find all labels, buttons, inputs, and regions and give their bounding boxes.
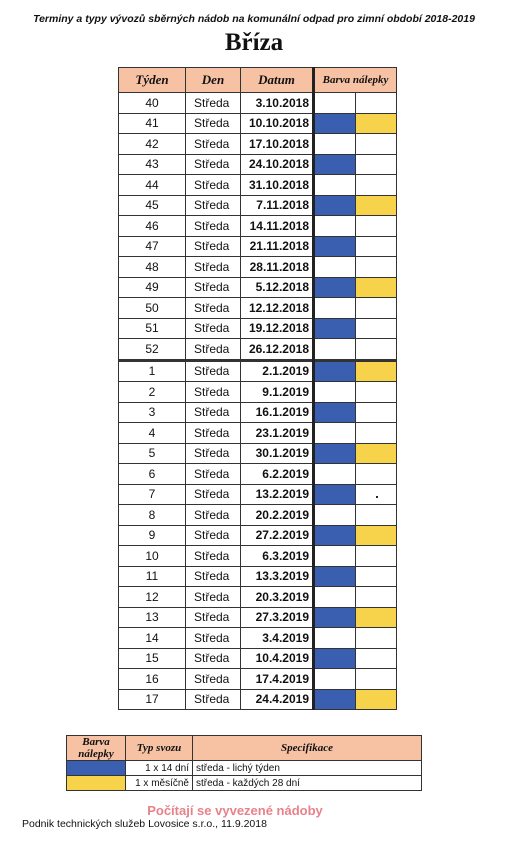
date-cell: 13.3.2019 — [241, 566, 314, 587]
blue-sticker-cell — [314, 566, 356, 587]
schedule-row — [119, 546, 397, 567]
schedule-row — [119, 587, 397, 608]
schedule-row — [119, 93, 397, 114]
blue-sticker-cell — [314, 505, 356, 526]
yellow-sticker-cell — [356, 648, 397, 669]
legend-spec: středa - lichý týden — [193, 761, 422, 776]
blue-sticker-cell — [314, 298, 356, 319]
schedule-table — [118, 67, 397, 710]
week-cell: 3 — [119, 402, 186, 423]
schedule-row — [119, 318, 397, 339]
legend-type: 1 x 14 dní — [126, 761, 193, 776]
schedule-row — [119, 277, 397, 298]
day-cell: Středa — [186, 607, 241, 628]
week-cell: 46 — [119, 216, 186, 237]
schedule-row — [119, 628, 397, 649]
schedule-row — [119, 505, 397, 526]
day-cell: Středa — [186, 423, 241, 444]
yellow-sticker-cell — [356, 505, 397, 526]
footer-text: Podnik technických služeb Lovosice s.r.o., 11.9.2018 — [22, 818, 267, 830]
yellow-sticker-cell — [356, 587, 397, 608]
yellow-sticker-cell — [356, 298, 397, 319]
day-cell: Středa — [186, 402, 241, 423]
yellow-sticker-cell — [356, 134, 397, 155]
week-cell: 2 — [119, 382, 186, 403]
blue-sticker-cell — [314, 689, 356, 710]
date-cell: 19.12.2018 — [241, 318, 314, 339]
date-cell: 6.2.2019 — [241, 464, 314, 485]
date-cell: 20.3.2019 — [241, 587, 314, 608]
date-cell: 26.12.2018 — [241, 339, 314, 361]
schedule-row — [119, 154, 397, 175]
yellow-sticker-cell — [356, 154, 397, 175]
yellow-sticker-cell — [356, 484, 397, 505]
date-cell: 27.3.2019 — [241, 607, 314, 628]
schedule-row — [119, 525, 397, 546]
schedule-row — [119, 402, 397, 423]
schedule-header-row — [119, 68, 397, 93]
schedule-row — [119, 195, 397, 216]
date-cell: 17.4.2019 — [241, 669, 314, 690]
schedule-row — [119, 257, 397, 278]
week-cell: 5 — [119, 443, 186, 464]
date-cell: 10.4.2019 — [241, 648, 314, 669]
legend-row — [67, 776, 422, 791]
blue-sticker-cell — [314, 546, 356, 567]
week-cell: 42 — [119, 134, 186, 155]
blue-sticker-cell — [314, 175, 356, 196]
date-cell: 6.3.2019 — [241, 546, 314, 567]
date-cell: 14.11.2018 — [241, 216, 314, 237]
schedule-row — [119, 669, 397, 690]
blue-sticker-cell — [314, 93, 356, 114]
date-cell: 24.4.2019 — [241, 689, 314, 710]
yellow-sticker-cell — [356, 195, 397, 216]
blue-sticker-cell — [314, 360, 356, 382]
week-cell: 48 — [119, 257, 186, 278]
schedule-row — [119, 648, 397, 669]
blue-sticker-cell — [314, 402, 356, 423]
week-cell: 40 — [119, 93, 186, 114]
day-cell: Středa — [186, 93, 241, 114]
day-cell: Středa — [186, 216, 241, 237]
blue-sticker-cell — [314, 236, 356, 257]
legend-header-spec: Specifikace — [193, 736, 422, 761]
week-cell: 14 — [119, 628, 186, 649]
schedule-row — [119, 607, 397, 628]
date-cell: 5.12.2018 — [241, 277, 314, 298]
yellow-sticker-cell — [356, 689, 397, 710]
week-cell: 1 — [119, 360, 186, 382]
date-cell: 17.10.2018 — [241, 134, 314, 155]
week-cell: 11 — [119, 566, 186, 587]
week-cell: 15 — [119, 648, 186, 669]
yellow-sticker-cell — [356, 339, 397, 361]
day-cell: Středa — [186, 628, 241, 649]
schedule-row — [119, 134, 397, 155]
blue-sticker-cell — [314, 318, 356, 339]
date-cell: 27.2.2019 — [241, 525, 314, 546]
date-cell: 20.2.2019 — [241, 505, 314, 526]
schedule-row — [119, 298, 397, 319]
day-cell: Středa — [186, 236, 241, 257]
week-cell: 43 — [119, 154, 186, 175]
date-cell: 31.10.2018 — [241, 175, 314, 196]
day-cell: Středa — [186, 689, 241, 710]
blue-sticker-cell — [314, 339, 356, 361]
day-cell: Středa — [186, 154, 241, 175]
day-cell: Středa — [186, 195, 241, 216]
week-cell: 7 — [119, 484, 186, 505]
schedule-row — [119, 216, 397, 237]
day-cell: Středa — [186, 113, 241, 134]
schedule-row — [119, 566, 397, 587]
yellow-sticker-cell — [356, 360, 397, 382]
week-cell: 6 — [119, 464, 186, 485]
date-cell: 10.10.2018 — [241, 113, 314, 134]
week-cell: 17 — [119, 689, 186, 710]
week-cell: 8 — [119, 505, 186, 526]
day-cell: Středa — [186, 257, 241, 278]
blue-sticker-cell — [314, 587, 356, 608]
day-cell: Středa — [186, 505, 241, 526]
document-subtitle: Terminy a typy vývozů sběrných nádob na komunální odpad pro zimní období 2018-2019 — [33, 13, 475, 25]
column-header-day: Den — [186, 68, 241, 93]
scan-speck — [376, 496, 378, 498]
legend-header-row — [67, 736, 422, 761]
yellow-sticker-cell — [356, 216, 397, 237]
schedule-row — [119, 360, 397, 382]
yellow-sticker-cell — [356, 93, 397, 114]
schedule-row — [119, 484, 397, 505]
counted-containers-note: Počítají se vyvezené nádoby — [147, 803, 323, 818]
yellow-sticker-cell — [356, 277, 397, 298]
week-cell: 47 — [119, 236, 186, 257]
blue-sticker-cell — [314, 113, 356, 134]
date-cell: 12.12.2018 — [241, 298, 314, 319]
week-cell: 9 — [119, 525, 186, 546]
blue-sticker-cell — [314, 464, 356, 485]
day-cell: Středa — [186, 484, 241, 505]
date-cell: 23.1.2019 — [241, 423, 314, 444]
schedule-row — [119, 339, 397, 361]
blue-sticker-cell — [314, 484, 356, 505]
document-title: Bříza — [224, 29, 284, 56]
day-cell: Středa — [186, 587, 241, 608]
week-cell: 45 — [119, 195, 186, 216]
legend-spec: středa - každých 28 dní — [193, 776, 422, 791]
blue-sticker-cell — [314, 648, 356, 669]
week-cell: 10 — [119, 546, 186, 567]
blue-sticker-cell — [314, 423, 356, 444]
date-cell: 9.1.2019 — [241, 382, 314, 403]
week-cell: 4 — [119, 423, 186, 444]
yellow-sticker-cell — [356, 175, 397, 196]
date-cell: 3.4.2019 — [241, 628, 314, 649]
date-cell: 7.11.2018 — [241, 195, 314, 216]
day-cell: Středa — [186, 525, 241, 546]
day-cell: Středa — [186, 175, 241, 196]
yellow-sticker-cell — [356, 257, 397, 278]
week-cell: 41 — [119, 113, 186, 134]
yellow-sticker-cell — [356, 113, 397, 134]
yellow-sticker-cell — [356, 607, 397, 628]
legend-header-color: Barva nálepky — [67, 736, 126, 761]
day-cell: Středa — [186, 318, 241, 339]
blue-sticker-cell — [314, 525, 356, 546]
column-header-date: Datum — [241, 68, 314, 93]
schedule-row — [119, 382, 397, 403]
yellow-sticker-cell — [356, 546, 397, 567]
schedule-row — [119, 423, 397, 444]
day-cell: Středa — [186, 277, 241, 298]
day-cell: Středa — [186, 546, 241, 567]
yellow-sticker-cell — [356, 669, 397, 690]
day-cell: Středa — [186, 360, 241, 382]
week-cell: 51 — [119, 318, 186, 339]
day-cell: Středa — [186, 566, 241, 587]
column-header-sticker-color: Barva nálepky — [314, 68, 397, 93]
schedule-row — [119, 236, 397, 257]
yellow-sticker-cell — [356, 464, 397, 485]
date-cell: 3.10.2018 — [241, 93, 314, 114]
yellow-sticker-cell — [356, 236, 397, 257]
blue-sticker-cell — [314, 154, 356, 175]
day-cell: Středa — [186, 669, 241, 690]
blue-sticker-cell — [314, 195, 356, 216]
yellow-sticker-cell — [356, 382, 397, 403]
day-cell: Středa — [186, 134, 241, 155]
week-cell: 50 — [119, 298, 186, 319]
legend-type: 1 x měsíčně — [126, 776, 193, 791]
blue-sticker-cell — [314, 628, 356, 649]
legend-swatch-yellow — [67, 776, 126, 791]
date-cell: 2.1.2019 — [241, 360, 314, 382]
blue-sticker-cell — [314, 277, 356, 298]
yellow-sticker-cell — [356, 566, 397, 587]
schedule-row — [119, 689, 397, 710]
schedule-row — [119, 175, 397, 196]
blue-sticker-cell — [314, 382, 356, 403]
blue-sticker-cell — [314, 134, 356, 155]
date-cell: 24.10.2018 — [241, 154, 314, 175]
date-cell: 21.11.2018 — [241, 236, 314, 257]
column-header-week: Týden — [119, 68, 186, 93]
week-cell: 52 — [119, 339, 186, 361]
yellow-sticker-cell — [356, 318, 397, 339]
week-cell: 49 — [119, 277, 186, 298]
schedule-row — [119, 113, 397, 134]
day-cell: Středa — [186, 648, 241, 669]
date-cell: 28.11.2018 — [241, 257, 314, 278]
day-cell: Středa — [186, 298, 241, 319]
date-cell: 16.1.2019 — [241, 402, 314, 423]
legend-row — [67, 761, 422, 776]
day-cell: Středa — [186, 443, 241, 464]
blue-sticker-cell — [314, 216, 356, 237]
day-cell: Středa — [186, 339, 241, 361]
day-cell: Středa — [186, 464, 241, 485]
yellow-sticker-cell — [356, 443, 397, 464]
blue-sticker-cell — [314, 443, 356, 464]
blue-sticker-cell — [314, 607, 356, 628]
legend-header-type: Typ svozu — [126, 736, 193, 761]
schedule-row — [119, 464, 397, 485]
schedule-row — [119, 443, 397, 464]
schedule-body — [119, 93, 397, 710]
week-cell: 13 — [119, 607, 186, 628]
yellow-sticker-cell — [356, 628, 397, 649]
date-cell: 13.2.2019 — [241, 484, 314, 505]
day-cell: Středa — [186, 382, 241, 403]
date-cell: 30.1.2019 — [241, 443, 314, 464]
blue-sticker-cell — [314, 669, 356, 690]
legend-table — [66, 735, 422, 791]
yellow-sticker-cell — [356, 525, 397, 546]
week-cell: 16 — [119, 669, 186, 690]
yellow-sticker-cell — [356, 402, 397, 423]
legend-swatch-blue — [67, 761, 126, 776]
yellow-sticker-cell — [356, 423, 397, 444]
blue-sticker-cell — [314, 257, 356, 278]
week-cell: 12 — [119, 587, 186, 608]
week-cell: 44 — [119, 175, 186, 196]
